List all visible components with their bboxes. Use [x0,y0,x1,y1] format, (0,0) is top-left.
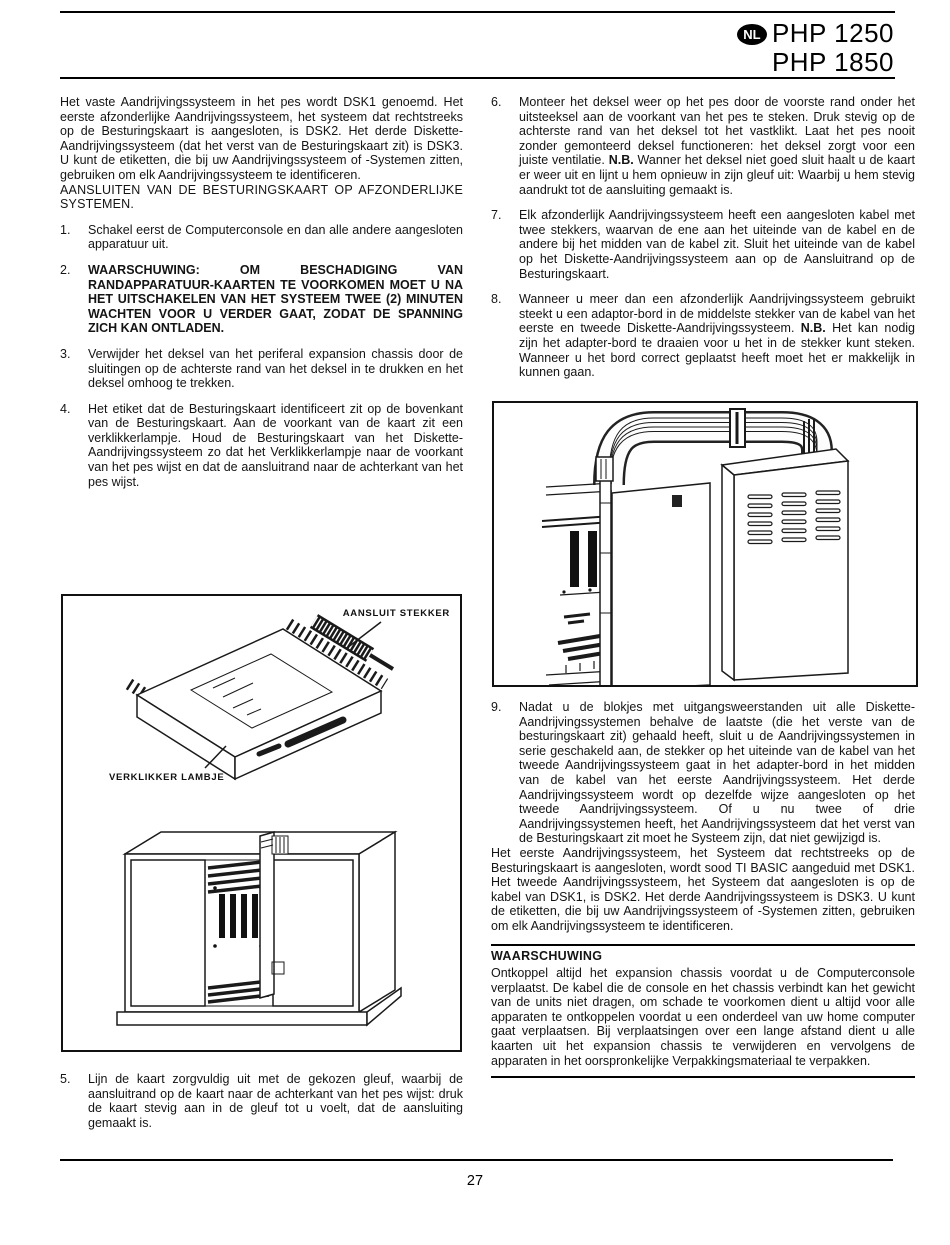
model-line-2 [737,48,894,77]
page-number: 27 [466,1173,484,1189]
page-header [737,19,894,77]
list-item-number: 9. [491,700,502,714]
list-item-text: Wanneer u meer dan een afzonderlijk Aandrijvingssysteem gebruikt steekt u een adaptor-bord in de middelste stekker van de kabel van het eerste en tweede Diskette-Aandrijvingssysteem. N.B. Het kan nodig zijn het adapter-bord te draaien voor u het in de stekker kunt steken. Wanneer u het bord correct geplaatst heeft moet het er makkelijk in kunnen gaan. [519,292,915,380]
list-item-number: 6. [491,95,502,109]
list-item-number: 5. [60,1072,71,1086]
list-item-number: 8. [491,292,502,307]
list-item-text: Lijn de kaart zorgvuldig uit met de gekozen gleuf, waarbij de aansluitrand op de kaart naar de achterkant van het pes wijst: druk de kaart stevig aan in de gleuf tot u voelt, dat de aansluiting gemaakt is. [88,1072,463,1130]
card-installation-figure [61,594,462,1052]
footer-rule [60,1159,893,1161]
model-number-1: PHP 1250 [771,18,894,48]
list-item [60,347,463,391]
cable-connection-figure [492,401,918,687]
list-item-number: 2. [60,262,71,277]
list-item-number: 1. [60,222,71,237]
list-item-text: Elk afzonderlijk Aandrijvingssysteem heeft een aangesloten kabel met twee stekkers, waarvan de ene aan het uiteinde van de kabel en de andere bij het midden van de kabel zit. Sluit het uiteinde van de kabel op het Diskette-Aandrijvingssysteem aan op de Aansluitrand op de Besturingskaart. [519,208,915,281]
model-line-1 [737,19,894,48]
right-column [491,95,915,380]
list-item [60,223,463,252]
list-item [60,402,463,490]
list-item [60,1072,463,1130]
intro-paragraph: Het vaste Aandrijvingssysteem in het pes wordt DSK1 genoemd. Het eerste afzonderlijke Aandrijvingssysteem, het systeem dat rechtstreeks op de Besturingskaart is aangesloten, is DSK2. Het derde Diskette-Aandrijvingssysteem (dat het verst van de Besturingskaart zit) is DSK3. U kunt de etiketten, die bij uw Aandrijvingssysteem of -Systemen zitten, gebruiken om elk Aandrijvingssysteem te identificeren. [60,95,463,182]
model-number-2: PHP 1850 [771,47,894,77]
list-item-text: Verwijder het deksel van het periferal expansion chassis door de sluitingen op de achterste rand van het deksel in te drukken en het deksel omhoog te trekken. [88,346,463,391]
list-item-number: 3. [60,346,71,361]
warning-heading: WAARSCHUWING [491,948,603,963]
nl-language-badge: NL [737,24,767,45]
header-rule-bottom [60,77,895,79]
header-rule-top [60,11,895,13]
instruction-list-right [491,95,915,380]
right-column-bottom [491,700,915,1078]
card-chassis-drawing [63,596,460,1050]
cable-drawing [494,403,916,685]
left-column [60,95,463,489]
list-item-text: Het etiket dat de Besturingskaart identificeert zit op de bovenkant van de Besturingskaart. Aan de voorkant van de kaart zit een verklikkerlampje. Houd de Besturingskaart van het Diskette-Aandrijvingssysteem zo dat het Verklikkerlampje naar de voorkant van het pes wijst en dat de aansluitrand naar de achterkant van het pes wijst. [88,401,463,489]
indicator-lamp-label: VERKLIKKER LAMBJE [109,772,225,783]
warning-text: Ontkoppel altijd het expansion chassis voordat u de Computerconsole verplaatst. De kabel die de console en het chassis verbindt kan het gewicht van de units niet dragen, om schade te voorkomen dient u altijd voor alle apparaten te ontkoppelen voordat u een onderdeel van uw home computer gaat verplaatsen. Bij verplaatsingen over een lange afstand dient u alle kaarten uit het expansion chassis te verwijderen en vervolgens de apparaten in het oorspronkelijke Verpakkingsmateriaal te verpakken. [491,966,915,1068]
left-column-continued [60,1072,463,1130]
list-item-text: Schakel eerst de Computerconsole en dan alle andere aangesloten apparatuur uit. [88,222,463,252]
instruction-list-right-continued [491,700,915,846]
list-item-text: Nadat u de blokjes met uitgangsweerstanden uit alle Diskette-Aandrijvingssystemen behalve de laatste (die het verste van de besturingskaart zit) gehaald heeft, sluit u de Aandrijvingssystemen in serie geschakeld aan, de stekker op het uiteinde van de kabel van het tweede Aandrijvingssysteem gaat in het adapter-bord in het midden van de kabel van het eerste Aandrijvingssysteem. Het derde Aandrijvingssysteem wordt op dezelfde wijze aangesloten op het tweede Aandrijvingssysteem. Of u nu twee of drie Aandrijvingssystemen heeft, het Aandrijvingssysteem dat het verst van de Besturingskaart zit moet he Systeem zijn, dat niet gewijzigd is. [519,700,915,846]
instruction-list-left-continued [60,1072,463,1130]
list-item-number: 7. [491,208,502,223]
instruction-list-left [60,223,463,490]
list-item [491,292,915,380]
closing-paragraph: Het eerste Aandrijvingssysteem, het Systeem dat rechtstreeks op de Besturingskaart is aangesloten, wordt sood TI BASIC aangeduid met DSK1. Het tweede Aandrijvingssysteem, het Systeem dat aangesloten is op de kabel van DSK1, is DSK2. Het derde Aandrijvingssysteem is DSK3. U kunt de etiketten, die bij uw Aandrijvingssysteem of -Systemen zitten, gebruiken om elk Aandrijvingssysteem te identificeren. [491,845,915,933]
section-heading: AANSLUITEN VAN DE BESTURINGSKAART OP AFZONDERLIJKE SYSTEMEN. [60,182,463,212]
list-item [491,95,915,197]
connector-label: AANSLUIT STEKKER [342,608,450,619]
list-item-number: 4. [60,401,71,416]
list-item [491,700,915,846]
list-item-text: Monteer het deksel weer op het pes door de voorste rand onder het uitsteeksel aan de voorkant van het pes te steken. Druk stevig op de achterste rand van het deksel tot het vastklikt. Laat het pes nooit zonder gemonteerd deksel functioneren: het deksel zorgt voor een juiste ventilatie. N.B. Wanner het deksel niet goed sluit haalt u de kaart er weer uit en lijnt u hem opnieuw in zijn gleuf uit: Waarbij u hem stevig aandrukt tot de aansluiting gemaakt is. [519,95,916,197]
warning-section [491,944,915,1079]
list-item [491,208,915,281]
list-item-text: WAARSCHUWING: OM BESCHADIGING VAN RANDAPPARATUUR-KAARTEN TE VOORKOMEN MOET U NA HET UITSCHAKELEN VAN HET SYSTEEM TWEE (2) MINUTEN WACHTEN VOOR U VERDER GAAT, ZODAT DE SPANNING ZICH KAN ONTLADEN. [88,262,463,336]
list-item [60,263,463,336]
